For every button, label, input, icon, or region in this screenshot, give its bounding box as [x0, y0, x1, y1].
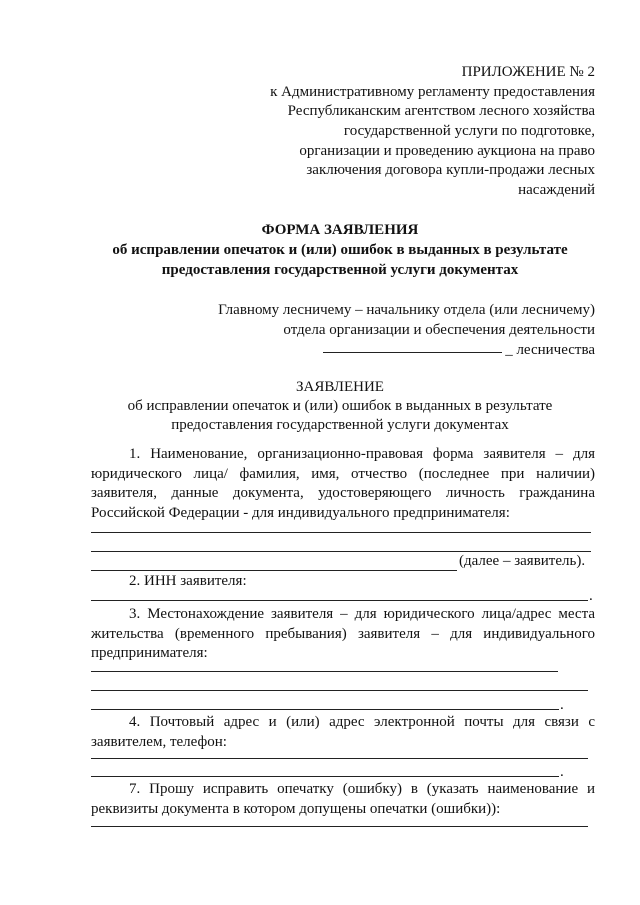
- header-line: к Административному регламенту предоставления: [270, 84, 595, 100]
- item-3-blank: [91, 690, 588, 691]
- item-2-blank: [91, 600, 588, 601]
- addressee-line: отдела организации и обеспечения деятельности: [283, 322, 595, 338]
- form-subtitle: предоставления государственной услуги документах: [161, 262, 519, 278]
- item-1-blank: [91, 532, 591, 533]
- form-subtitle: об исправлении опечаток и (или) ошибок в выданных в результате: [112, 242, 568, 258]
- item-3-blank: [91, 709, 559, 710]
- item-1-suffix: (далее – заявитель).: [459, 553, 586, 569]
- header-line: заключения договора купли-продажи лесных: [306, 162, 595, 178]
- statement-title: ЗАЯВЛЕНИЕ: [296, 379, 384, 395]
- forestry-name-blank: [323, 352, 502, 353]
- header-line: государственной услуги по подготовке,: [343, 123, 595, 139]
- item-4-blank: [91, 758, 588, 759]
- item-7-blank: [91, 826, 588, 827]
- item-3-blank: [91, 671, 558, 672]
- appendix-label: ПРИЛОЖЕНИЕ № 2: [461, 64, 595, 80]
- header-line: организации и проведению аукциона на право: [299, 143, 595, 159]
- addressee-line: Главному лесничему – начальнику отдела (или лесничему): [218, 302, 595, 318]
- item-4-blank: [91, 776, 559, 777]
- item-3-end: .: [560, 697, 564, 713]
- item-4-text: 4. Почтовый адрес и (или) адрес электронной почты для связи с заявителем, телефон:: [91, 714, 595, 750]
- item-1-text: 1. Наименование, организационно-правовая форма заявителя – для юридического лица/ фамилия, имя, отчество (последнее при наличии) заявителя, данные документа, удостоверяющего личность гражданина Российской Федерации - для индивидуального предпринимателя:: [91, 446, 595, 521]
- statement-subtitle: предоставления государственной услуги документах: [171, 417, 509, 433]
- statement-subtitle: об исправлении опечаток и (или) ошибок в выданных в результате: [127, 398, 553, 414]
- item-7-text: 7. Прошу исправить опечатку (ошибку) в (указать наименование и реквизиты документа в котором допущены опечатки (ошибки)):: [91, 781, 595, 817]
- item-3-text: 3. Местонахождение заявителя – для юридического лица/адрес места жительства (временного пребывания) заявителя – для индивидуального предпринимателя:: [91, 606, 595, 661]
- item-4-end: .: [560, 764, 564, 780]
- form-title: ФОРМА ЗАЯВЛЕНИЯ: [261, 222, 419, 238]
- item-2-text: 2. ИНН заявителя:: [129, 573, 247, 589]
- addressee-line: _ лесничества: [505, 342, 595, 358]
- header-line: Республиканским агентством лесного хозяйства: [287, 103, 595, 119]
- header-line: насаждений: [518, 182, 595, 198]
- item-2-end: .: [589, 588, 593, 604]
